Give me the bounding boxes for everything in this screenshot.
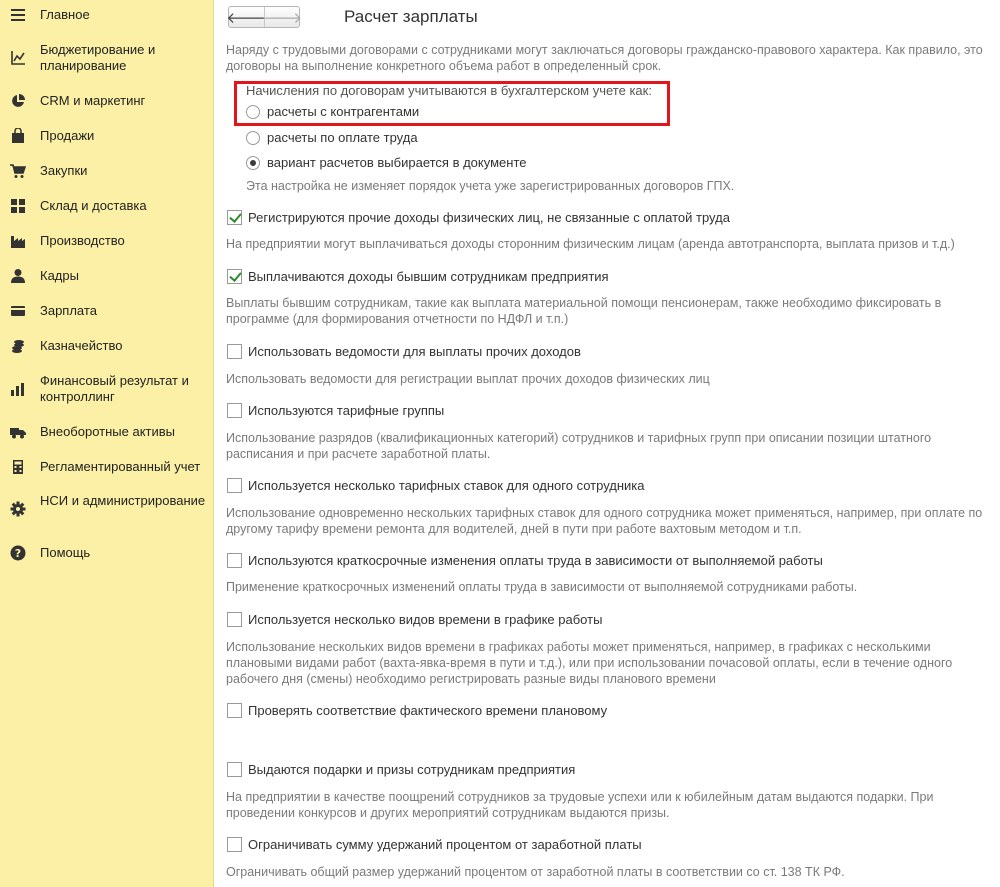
pie-chart-icon — [10, 93, 26, 109]
truck-icon — [10, 424, 26, 440]
checkbox-payment-statements[interactable] — [227, 344, 581, 359]
sidebar-item-label: Регламентированный учет — [40, 459, 201, 474]
checkbox-label: Используются тарифные группы — [248, 403, 445, 418]
sidebar-item-label: Зарплата — [40, 303, 97, 318]
checkbox-label: Выдаются подарки и призы сотрудникам предприятия — [248, 762, 576, 777]
sidebar-item-label: НСИ и администрирование — [40, 493, 206, 508]
checkbox-time-types[interactable] — [227, 612, 602, 627]
setting-description: Выплаты бывшим сотрудникам, такие как выплата материальной помощи пенсионерам, также необходимо фиксировать в программе (для формирования отчетности по НДФЛ и т.п.) — [226, 296, 942, 326]
checkbox-label: Используется несколько тарифных ставок для одного сотрудника — [248, 478, 645, 493]
sidebar-item-regulated-accounting[interactable] — [0, 458, 214, 476]
sidebar-item-label: Закупки — [40, 163, 88, 178]
radio-counterparties[interactable] — [246, 104, 419, 119]
sidebar-item-budgeting[interactable] — [0, 42, 214, 74]
checkbox-label: Проверять соответствие фактического времени плановому — [248, 703, 608, 718]
checkbox-label: Регистрируются прочие доходы физических лиц, не связанные с оплатой труда — [248, 210, 730, 225]
checkbox-multiple-rates[interactable] — [227, 478, 645, 493]
sidebar-item-administration[interactable] — [0, 493, 214, 525]
coins-icon — [10, 338, 26, 354]
gear-icon — [10, 501, 26, 517]
checkbox[interactable] — [227, 612, 242, 627]
sidebar-item-purchases[interactable] — [0, 162, 214, 180]
sidebar-item-sales[interactable] — [0, 127, 214, 145]
checkbox-label: Использовать ведомости для выплаты прочих доходов — [248, 344, 581, 359]
checkbox-gifts-prizes[interactable] — [227, 762, 575, 777]
radio-label: вариант расчетов выбирается в документе — [267, 155, 527, 170]
wallet-card-icon — [10, 303, 26, 319]
sidebar-item-label: Бюджетирование и планирование — [40, 42, 156, 73]
radio-button[interactable] — [246, 131, 260, 145]
checkbox[interactable] — [227, 478, 242, 493]
checkbox-limit-deductions[interactable] — [227, 837, 642, 852]
radio-label: расчеты с контрагентами — [267, 104, 420, 119]
sidebar-item-label: CRM и маркетинг — [40, 93, 146, 108]
budget-chart-icon — [10, 50, 26, 66]
checkbox[interactable] — [227, 403, 242, 418]
setting-description: Использовать ведомости для регистрации выплат прочих доходов физических лиц — [226, 372, 710, 386]
sidebar-item-warehouse[interactable] — [0, 197, 214, 215]
svg-text:?: ? — [14, 547, 22, 560]
checkbox[interactable] — [227, 762, 242, 777]
checkbox[interactable] — [227, 837, 242, 852]
sidebar-item-label: Производство — [40, 233, 125, 248]
sidebar-item-fixed-assets[interactable] — [0, 423, 214, 441]
radio-in-document[interactable] — [246, 155, 526, 170]
checkbox-label: Используются краткосрочные изменения оплаты труда в зависимости от выполняемой работы — [248, 553, 823, 568]
checkbox-label: Используется несколько видов времени в графике работы — [248, 612, 603, 627]
checkbox[interactable] — [227, 553, 242, 568]
checkbox-check-actual-time[interactable] — [227, 703, 607, 718]
checkbox[interactable] — [227, 210, 242, 225]
sidebar-item-label: Внеоборотные активы — [40, 424, 176, 439]
page-title: Расчет зарплаты — [344, 7, 478, 26]
sidebar — [0, 0, 214, 887]
back-button[interactable]: 🡐 — [226, 9, 267, 27]
forward-button[interactable]: 🡒 — [264, 7, 299, 27]
sidebar-item-label: Казначейство — [40, 338, 123, 353]
setting-description: Использование разрядов (квалификационных категорий) сотрудников и тарифных групп при описании позиции штатного расписания и при расчете заработной платы. — [226, 431, 932, 461]
sidebar-item-label: Финансовый результат и контроллинг — [40, 373, 189, 404]
setting-description: На предприятии могут выплачиваться доходы сторонним физическим лицам (аренда автотранспорта, выплата призов и т.д.) — [226, 237, 955, 251]
shopping-bag-icon — [10, 128, 26, 144]
factory-icon — [10, 233, 26, 249]
calculator-icon — [10, 459, 26, 475]
setting-description: Использование одновременно нескольких тарифных ставок для одного сотрудника может применяться, например, при оплате по другому тарифу времени ремонта для водителей, дней в пути при работе вахтовым методом и т.п. — [226, 506, 983, 536]
radio-payroll[interactable] — [246, 130, 418, 145]
sidebar-item-help[interactable] — [0, 544, 214, 562]
contracts-note: Эта настройка не изменяет порядок учета уже зарегистрированных договоров ГПХ. — [246, 179, 735, 193]
navigation-buttons — [226, 6, 303, 28]
sidebar-item-treasury[interactable] — [0, 337, 214, 355]
checkbox-tariff-groups[interactable] — [227, 403, 444, 418]
warehouse-grid-icon — [10, 198, 26, 214]
sidebar-item-label: Помощь — [40, 545, 91, 560]
setting-description: Применение краткосрочных изменений оплаты труда в зависимости от выполняемой сотрудниками работы. — [226, 580, 858, 594]
sidebar-item-financial-result[interactable] — [0, 373, 214, 405]
sidebar-item-label: Кадры — [40, 268, 79, 283]
radio-button[interactable] — [246, 105, 260, 119]
sidebar-item-main[interactable] — [0, 6, 214, 24]
contracts-intro: Наряду с трудовыми договорами с сотрудниками могут заключаться договоры гражданско-правового характера. Как правило, это договоры на выполнение конкретного объема работ в определенный срок. — [226, 43, 983, 73]
menu-icon — [10, 7, 26, 23]
setting-description: Использование нескольких видов времени в графиках работы может применяться, например, в графиках с несколькими плановыми видами работ (вахта-явка-время в пути и т.д.), или при использовании почасовой оплаты, если в течение одного рабочего дня (смены) необходимо регистрировать разные виды планового времени — [226, 640, 953, 686]
checkbox-former-employees[interactable] — [227, 269, 609, 284]
cart-icon — [10, 163, 26, 179]
checkbox-label: Выплачиваются доходы бывшим сотрудникам предприятия — [248, 269, 609, 284]
settings-panel — [215, 0, 1000, 887]
checkbox[interactable] — [227, 269, 242, 284]
checkbox[interactable] — [227, 344, 242, 359]
person-icon — [10, 268, 26, 284]
bar-chart-icon — [10, 381, 26, 397]
sidebar-item-production[interactable] — [0, 232, 214, 250]
sidebar-item-crm[interactable] — [0, 92, 214, 110]
checkbox[interactable] — [227, 703, 242, 718]
setting-description: Ограничивать общий размер удержаний процентом от заработной платы в соответствии со ст. 138 ТК РФ. — [226, 865, 845, 879]
checkbox-short-term-changes[interactable] — [227, 553, 823, 568]
sidebar-item-label: Склад и доставка — [40, 198, 147, 213]
sidebar-item-salary[interactable] — [0, 302, 214, 320]
question-icon — [10, 545, 26, 561]
accounting-group-label: Начисления по договорам учитываются в бухгалтерском учете как: — [246, 83, 652, 98]
setting-description: На предприятии в качестве поощрений сотрудников за трудовые успехи или к юбилейным датам выдаются подарки. При проведении конкурсов и других мероприятий сотрудникам выдаются призы. — [226, 790, 934, 820]
sidebar-item-label: Продажи — [40, 128, 95, 143]
sidebar-item-label: Главное — [40, 7, 90, 22]
radio-button-selected[interactable] — [246, 156, 260, 170]
sidebar-item-hr[interactable] — [0, 267, 214, 285]
radio-label: расчеты по оплате труда — [267, 130, 418, 145]
checkbox-label: Ограничивать сумму удержаний процентом от заработной платы — [248, 837, 642, 852]
checkbox-other-income[interactable] — [227, 210, 730, 225]
